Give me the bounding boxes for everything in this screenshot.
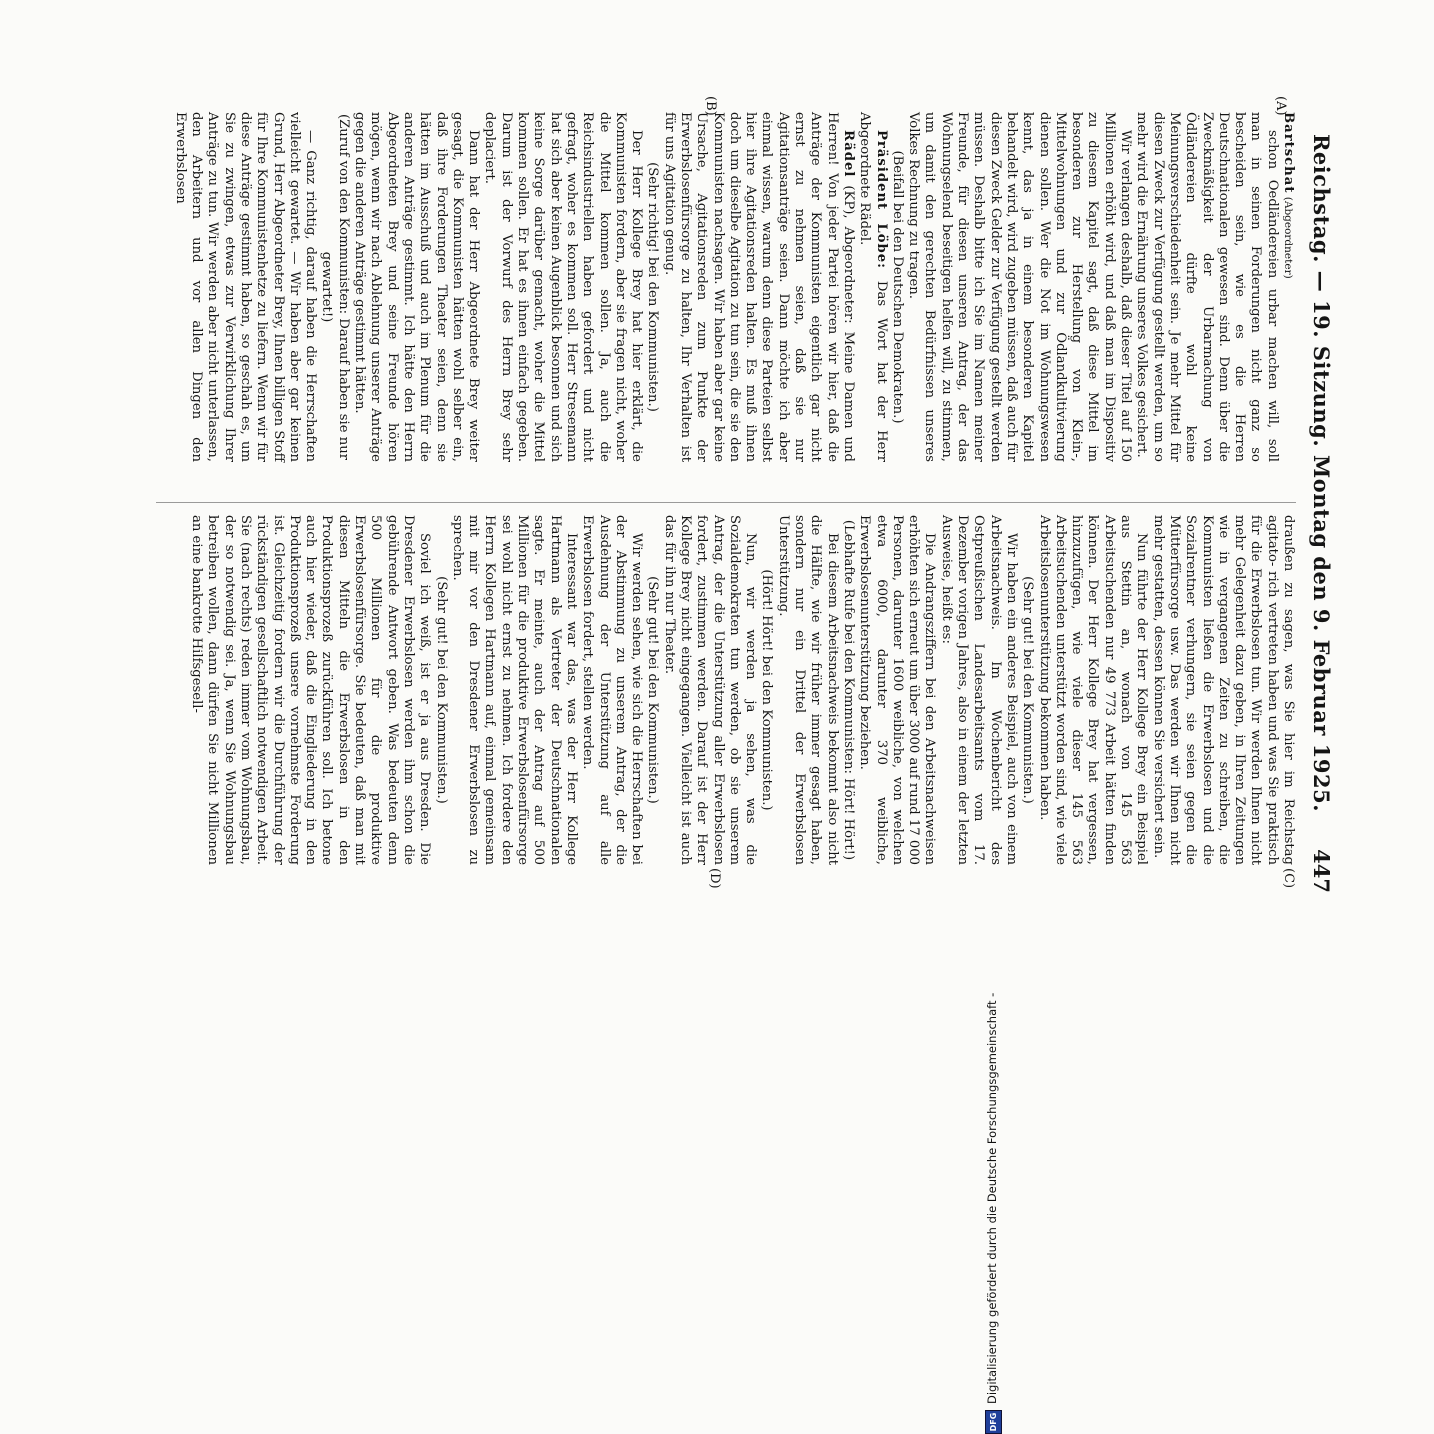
text-paragraph: schon Oedländereien urbar machen will, soll man in seinen Forderungen nicht ganz so bescheiden sein, wie es die Herren Deutschnationalen gewesen sind. Denn über die Zweckmäßigkeit der Urbarmachung von Ödländereien dürfte wohl keine Meinungsverschiedenheit sein. Je mehr Mittel für diesen Zweck zur Verfügung gestellt werden, um so mehr wird die Ernährung unseres Volkes gesichert. <box>1134 112 1280 462</box>
page-number: 447 <box>1309 849 1334 893</box>
text-paragraph: Wir verlangen deshalb, daß dieser Titel auf 150 Millionen erhöht wird, und daß man im Dispositiv zu diesem Kapitel sagt, daß diese Mittel im besonderen zur Herstellung von Klein-, Mittelwohnungen und zur Ödlandkultivierung dienen sollen. Wer die Not im Wohnungswesen kennt, das ja in einem besonderen Kapitel behandelt wird, wird zugeben müssen, daß auch für diesen Zweck Gelder zur Verfügung gestellt werden müssen. Deshalb bitte ich Sie im Namen meiner Freunde, für diesen unseren Antrag, der das Wohnungselend beseitigen helfen will, zu stimmen, um damit den gerechten Bedürfnissen unseres Volkes Rechnung zu tragen. <box>906 112 1134 462</box>
interjection: (Sehr gut! bei den Kommunisten.) <box>645 576 661 804</box>
speech-text: Das Wort hat der Herr Abgeordnete Rädel. <box>857 112 889 462</box>
text-paragraph: Interessant war das, was der Herr Kollege Hartmann als Vertreter der Deutschnationalen sagte. Er meinte, auch der Antrag auf 500 Millionen für die produktive Erwerbslosenfürsorge sei wohl nicht ernst zu nehmen. Ich fordere den Herrn Kollegen Hartmann auf, einmal gemeinsam mit mir vor den Dresdener Erwerbslosen zu sprechen. <box>449 515 579 865</box>
text-paragraph: Nun, wir werden ja sehen, was die Sozialdemokraten tun werden, ob sie unserem Antrag, der die Unterstützung aller Erwerbslosen fordert, zustimmen werden. Darauf ist der Herr Kollege Brey nicht eingegangen. Vielleicht ist auch das für ihn nur Theater. <box>661 515 759 865</box>
running-header <box>1308 113 1334 893</box>
margin-mark-d: (D) <box>707 868 722 889</box>
text-paragraph: Die Andrangsziffern bei den Arbeitsnachweisen erhöhten sich erneut um über 3000 auf rund 17 000 Personen, darunter 1600 weibliche, von welchen etwa 6000, darunter 370 weibliche, Erwerbslosenunterstützung beziehen. <box>857 515 938 865</box>
left-column <box>172 112 1296 462</box>
interjection: (Hört! Hört! bei den Kommunisten.) <box>759 569 775 811</box>
right-column <box>188 515 1296 865</box>
column-divider <box>156 502 1296 503</box>
interjection: (Zuruf von den Kommunisten: Darauf haben sie nur gewartet!) <box>319 113 351 461</box>
speaker-name: Bartschat <box>1281 112 1296 194</box>
interjection: (Beifall bei den Deutschen Demokraten.) <box>889 150 905 424</box>
speech-text: (KP), Abgeordneter: Meine Damen und Herren! Von jeder Partei hören wir hier, daß die Anträge der Kommunisten eigentlich gar nicht ernst zu nehmen seien, daß sie nur Agitationsanträge seien. Dann möchte ich aber einmal wissen, warum denn diese Parteien selbst hier ihre Agitationsreden halten. Es muß ihnen doch um dieselbe Agitation zu tun sein, die sie den Kommunisten nachsagen. Wir haben aber gar keine Ursache, Agitationsreden zum Punkte der Erwerbslosenfürsorge zu halten, Ihr Verhalten ist für uns Agitation genug. <box>661 112 856 462</box>
interjection: (Sehr richtig! bei den Kommunisten.) <box>645 162 661 412</box>
text-paragraph: Nun führte der Herr Kollege Brey ein Beispiel aus Stettin an, wonach von 145 563 Arbeitsuchenden nur 49 773 Arbeit hätten finden können. Der Herr Kollege Brey hat vergessen, hinzuzufügen, wie viele dieser 145 563 Arbeitsuchenden unterstützt worden sind, wie viele Arbeitslosenunterstützung bekommen haben. <box>1036 515 1150 865</box>
text-paragraph: Soviel ich weiß, ist er ja aus Dresden. Die Dresdener Erwerbslosen werden ihm schon die gebührende Antwort geben. Was bedeuten denn 500 Millionen für die produktive Erwerbslosenfürsorge. Sie bedeuten, daß man mit diesen Mitteln die Erwerbslosen in den Produktionsprozeß zurückführen soll. Ich betone auch hier wieder, daß die Eingliederung in den Produktionsprozeß unsere vornehmste Forderung ist. Gleichzeitig fordern wir die Durchführung der rückständigen gesellschaftlich notwendigen Arbeit. Sie (nach rechts) reden immer vom Wohnungsbau, der so notwendig sei. Ja, wenn Sie Wohnungsbau betreiben wollen, dann dürfen Sie nicht Millionen an eine bankrotte Hilfsgesell- <box>189 515 433 865</box>
dfg-logo: DFG <box>985 1410 1002 1434</box>
speaker-line <box>1280 112 1296 462</box>
speaker-name: Rädel <box>840 130 856 178</box>
interjection: (Sehr gut! bei den Kommunisten.) <box>433 576 449 804</box>
speaker-role: (Abgeordneter) <box>1282 193 1294 279</box>
text-paragraph: Wir werden sehen, wie sich die Herrschaften bei der Abstimmung zu unserem Antrag, der die Ausdehnung der Unterstützung auf alle Erwerbslosen fordert, stellen werden. <box>580 515 645 865</box>
text-paragraph: — Ganz richtig, darauf haben die Herrschaften vielleicht gewartet. — Wir haben aber gar keinen Grund, Herr Abgeordneter Brey, Ihnen billigen Stoff für Ihre Kommunistenhetze zu liefern. Wenn wir für diese Anträge gestimmt haben, so geschah es, um Sie zu zwingen, etwas zur Verwirklichung Ihrer Anträge zu tun. Wir werden aber nicht unterlassen, den Arbeitern und vor allen Dingen den Erwerbslosen <box>172 112 319 463</box>
text-paragraph: Bei diesem Arbeitsnachweis bekommt also nicht die Hälfte, wie wir früher immer gesagt haben, sondern nur ein Drittel der Erwerbslosen Unterstützung. <box>775 515 840 865</box>
text-paragraph: Der Herr Kollege Brey hat hier erklärt, die Kommunisten fordern, aber sie fragen nicht, woher die Mittel kommen sollen. Ja, auch die Reichsindustriellen haben gefordert und nicht gefragt, woher es kommen soll. Herr Stresemann hat sich aber keinen Augenblick besonnen und sich keine Sorge darüber gemacht, woher die Mittel kommen sollen. Er hat es ihnen einfach gegeben. Darum ist der Vorwurf des Herrn Brey sehr deplaciert. <box>482 112 645 462</box>
speaker-name: Präsident Löbe: <box>873 130 889 269</box>
running-title: Reichstag. — 19. Sitzung. Montag den 9. Februar 1925. <box>1309 133 1334 813</box>
text-paragraph: Wir haben ein anderes Beispiel, auch von einem Arbeitsnachweis. Im Wochenbericht des Ostpreußischen Landesarbeitsamts vom 17. Dezember vorigen Jahres, also in einem der letzten Ausweise, heißt es: <box>938 515 1019 865</box>
interjection: (Sehr gut! bei den Kommunisten.) <box>1020 576 1036 804</box>
text-paragraph: draußen zu sagen, was Sie hier im Reichstag agitato- rich vertreten haben und was Sie praktisch für die Erwerbslosen tun. Wir werden Ihnen nicht mehr Gelegenheit dazu geben, in Ihren Zeitungen wie in vergangenen Zeiten zu schreiben, die Kommunisten ließen die Erwerbslosen und die Sozialrentner verhungern, sie seien gegen die Mütterfürsorge usw. Das werden wir Ihnen nicht mehr gestatten, dessen können Sie versichert sein. <box>1150 515 1296 865</box>
text-paragraph: Dann hat der Herr Abgeordnete Brey weiter gesagt, die Kommunisten hätten wohl selber ein, daß ihre Forderungen Theater seien, denn sie hätten im Ausschuß und auch im Plenum für die anderen Anträge gestimmt. Ich hätte den Herrn Abgeordneten Brey und seine Freunde hören mögen, wenn wir nach Ablehnung unserer Anträge gegen die anderen Anträge gestimmt hätten. <box>352 112 482 462</box>
footer-credit: Digitalisierung gefördert durch die Deutsche Forschungsgemeinschaft - <box>985 992 999 1404</box>
digitization-footer <box>985 0 1003 1434</box>
speech-paragraph <box>856 112 889 462</box>
margin-mark-b: (B) <box>703 96 718 116</box>
interjection: (Lebhafte Rufe bei den Kommunisten: Hört! Hört!) <box>840 519 856 861</box>
margin-mark-a: (A) <box>1273 96 1288 116</box>
speech-paragraph <box>660 112 856 462</box>
margin-mark-c: (C) <box>1281 868 1296 889</box>
